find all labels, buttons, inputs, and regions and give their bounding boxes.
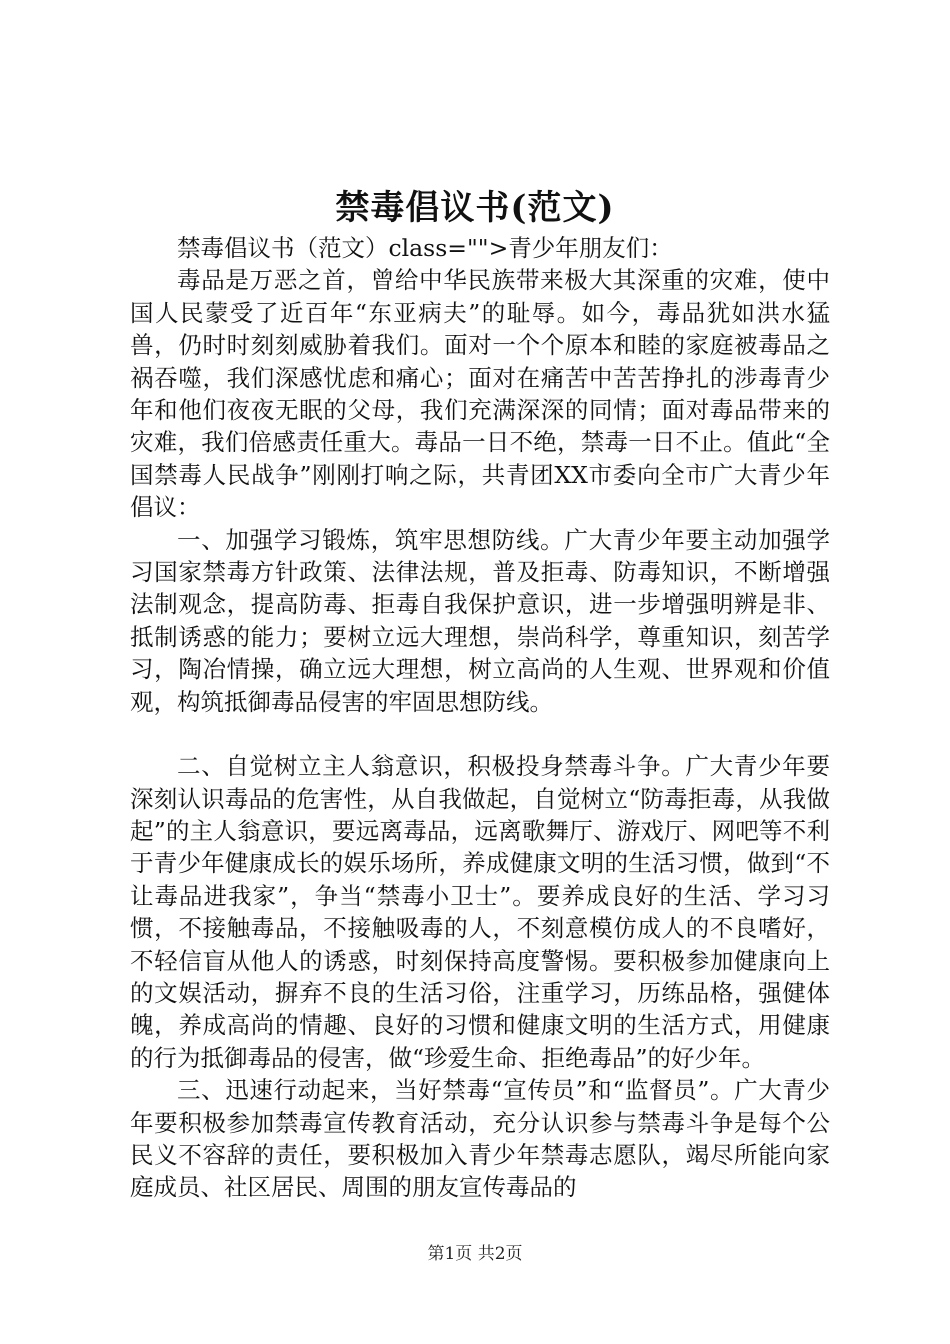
proposal-two-paragraph: 二、自觉树立主人翁意识，积极投身禁毒斗争。广大青少年要深刻认识毒品的危害性，从自我做起，自觉树立“防毒拒毒，从我做起”的主人翁意识，要远离毒品，远离歌舞厅、游戏厅、网吧等不利于青少年健康成长的娱乐场所，养成健康文明的生活习惯，做到“不让毒品进我家”，争当“禁毒小卫士”。要养成良好的生活、学习习惯，不接触毒品，不接触吸毒的人，不刻意模仿成人的不良嗜好，不轻信盲从他人的诱惑，时刻保持高度警惕。要积极参加健康向上的文娱活动，摒弃不良的生活习俗，注重学习，历练品格，强健体魄，养成高尚的情趣、良好的习惯和健康文明的生活方式，用健康的行为抵御毒品的侵害，做“珍爱生命、拒绝毒品”的好少年。: [130, 752, 830, 1072]
salutation-paragraph: 禁毒倡议书（范文）class="">青少年朋友们：: [177, 234, 673, 262]
intro-paragraph: 毒品是万恶之首，曾给中华民族带来极大其深重的灾难，使中国人民蒙受了近百年“东亚病夫”的耻辱。如今，毒品犹如洪水猛兽，仍时时刻刻威胁着我们。面对一个个原本和睦的家庭被毒品之祸吞噬，我们深感忧虑和痛心；面对在痛苦中苦苦挣扎的涉毒青少年和他们夜夜无眠的父母，我们充满深深的同情；面对毒品带来的灾难，我们倍感责任重大。毒品一日不绝，禁毒一日不止。值此“全国禁毒人民战争”刚刚打响之际，共青团XX市委向全市广大青少年倡议：: [130, 266, 830, 522]
document-body: [130, 232, 830, 1204]
proposal-one-paragraph: 一、加强学习锻炼，筑牢思想防线。广大青少年要主动加强学习国家禁毒方针政策、法律法规，普及拒毒、防毒知识，不断增强法制观念，提高防毒、拒毒自我保护意识，进一步增强明辨是非、抵制诱惑的能力；要树立远大理想，崇尚科学，尊重知识，刻苦学习，陶冶情操，确立远大理想，树立高尚的人生观、世界观和价值观，构筑抵御毒品侵害的牢固思想防线。: [130, 525, 830, 716]
document-title: 禁毒倡议书(范文): [335, 188, 615, 228]
proposal-three-paragraph: 三、迅速行动起来，当好禁毒“宣传员”和“监督员”。广大青少年要积极参加禁毒宣传教育活动，充分认识参与禁毒斗争是每个公民义不容辞的责任，要积极加入青少年禁毒志愿队，竭尽所能向家庭成员、社区居民、周围的朋友宣传毒品的: [130, 1076, 830, 1202]
page-number-footer: 第1页 共2页: [427, 1244, 523, 1264]
